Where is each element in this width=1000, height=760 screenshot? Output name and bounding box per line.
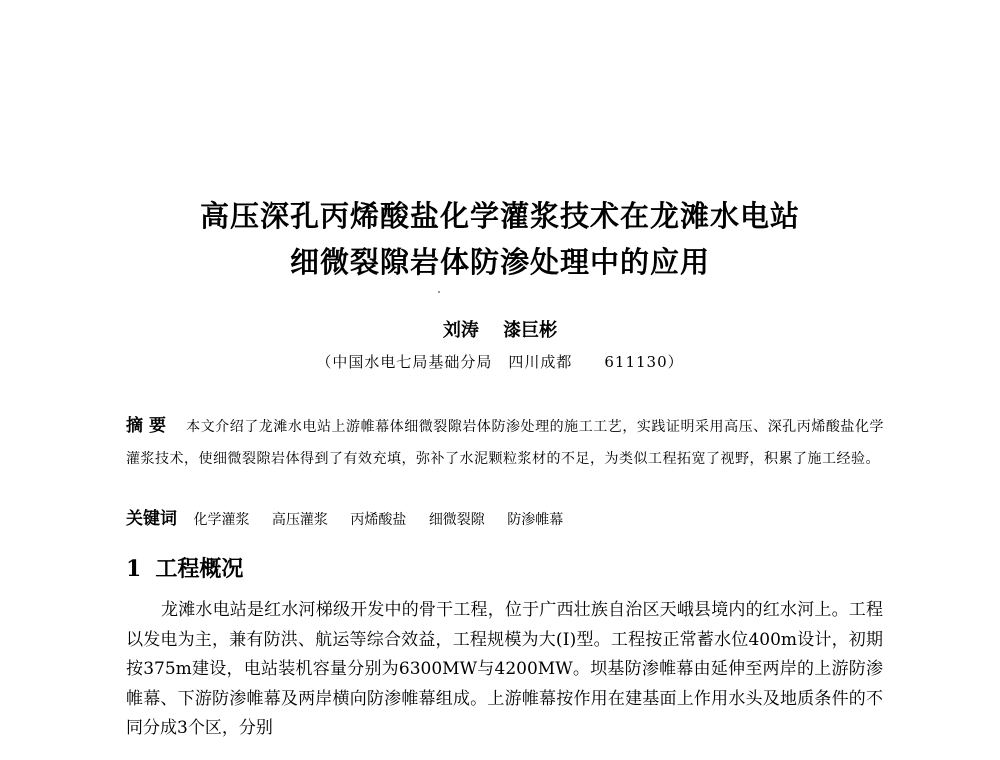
abstract	[126, 410, 884, 475]
section-title: 工程概况	[155, 557, 244, 582]
keyword: 细微裂隙	[428, 512, 485, 528]
author-name: 漆巨彬	[503, 320, 558, 341]
keywords-label: 关键词	[126, 509, 177, 529]
keyword: 防渗帷幕	[507, 512, 564, 528]
author-name: 刘涛	[442, 320, 479, 341]
keyword: 化学灌浆	[193, 512, 250, 528]
scan-speck	[438, 291, 440, 293]
author-list	[0, 318, 1000, 344]
abstract-text: 本文介绍了龙滩水电站上游帷幕体细微裂隙岩体防渗处理的施工工艺，实践证明采用高压、深孔丙烯酸盐化学灌浆技术，使细微裂隙岩体得到了有效充填，弥补了水泥颗粒浆材的不足，为类似工程拓宽了视野，积累了施工经验。	[126, 419, 885, 467]
paper-title	[0, 193, 1000, 285]
section-body	[126, 596, 883, 744]
title-line-2: 细微裂隙岩体防渗处理中的应用	[289, 245, 710, 279]
abstract-label: 摘要	[126, 416, 173, 436]
title-line-1: 高压深孔丙烯酸盐化学灌浆技术在龙滩水电站	[199, 199, 800, 233]
keywords	[126, 506, 884, 533]
body-paragraph: 龙滩水电站是红水河梯级开发中的骨干工程，位于广西壮族自治区天峨县境内的红水河上。工程以发电为主，兼有防洪、航运等综合效益，工程规模为大(Ⅰ)型。工程按正常蓄水位400m设计，初期按375m建设，电站装机容量分别为6300MW与4200MW。坝基防渗帷幕由延伸至两岸的上游防渗帷幕、下游防渗帷幕及两岸横向防渗帷幕组成。上游帷幕按作用在建基面上作用水头及地质条件的不同分成3个区，分别	[126, 600, 883, 738]
section-heading	[126, 553, 243, 586]
section-number: 1	[126, 556, 142, 582]
keyword: 高压灌浆	[271, 512, 328, 528]
affiliation: （中国水电七局基础分局 四川成都 611130）	[316, 353, 684, 371]
keyword: 丙烯酸盐	[350, 512, 407, 528]
